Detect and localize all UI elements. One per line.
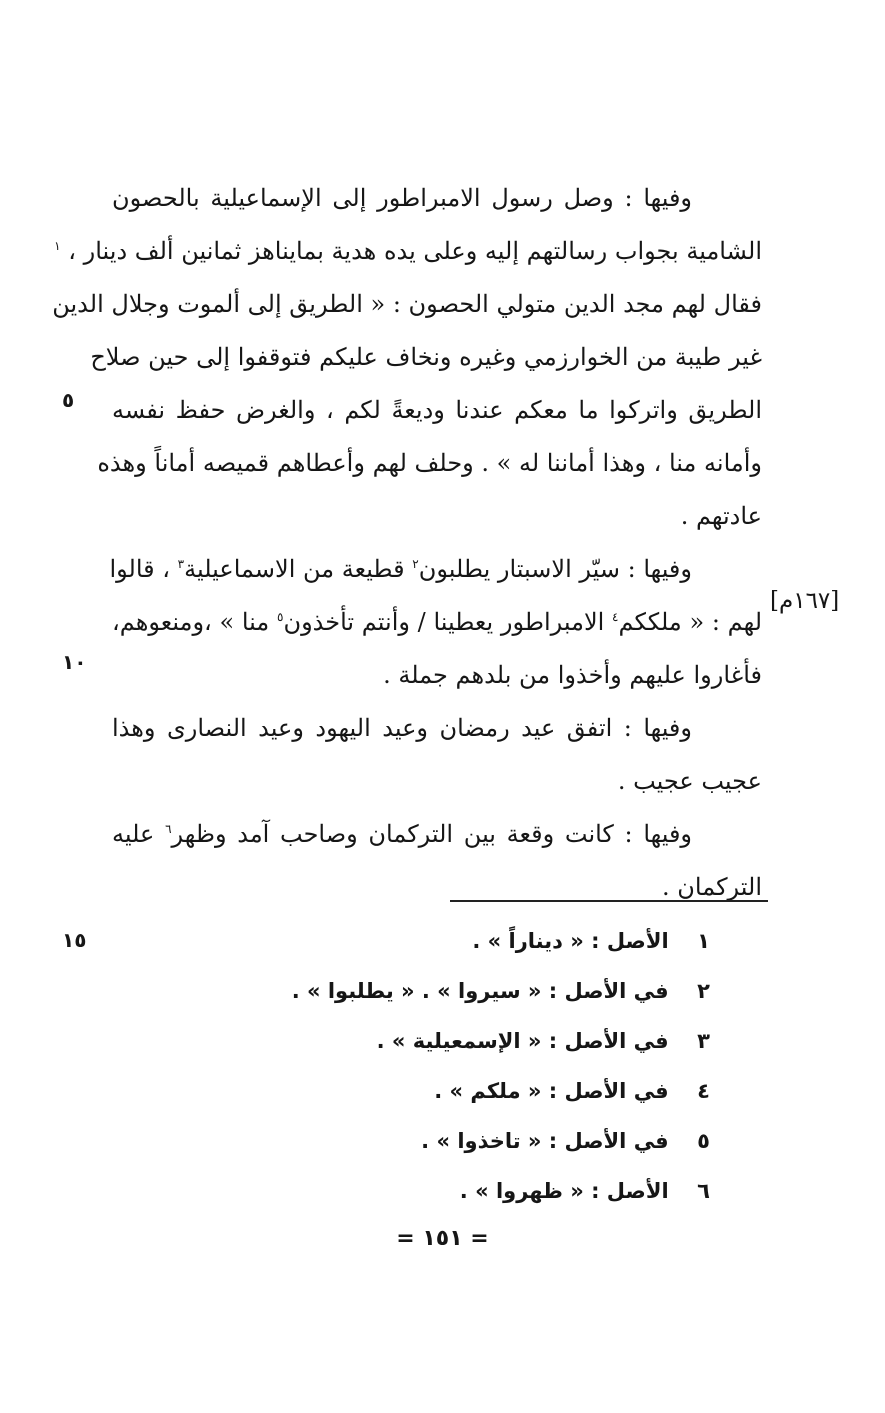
footnote-number: ٥ bbox=[697, 1129, 710, 1153]
text-line: وفيها : اتفق عيد رمضان وعيد اليهود وعيد النصارى وهذا bbox=[112, 714, 692, 742]
footnote bbox=[290, 1066, 710, 1116]
footnote-text: في الأصل : « تاخذوا » . bbox=[421, 1129, 669, 1153]
text-line: الطريق واتركوا ما معكم عندنا وديعةً لكم ، والغرض حفظ نفسه bbox=[112, 396, 762, 424]
text-line: التركمان . bbox=[662, 873, 762, 901]
footnote-text: في الأصل : « سيروا » . « يطلبوا » . bbox=[291, 979, 669, 1003]
footnote bbox=[290, 1116, 710, 1166]
text-line: عجيب عجيب . bbox=[617, 767, 762, 795]
footnote-text: الأصل : « ديناراً » . bbox=[472, 929, 669, 953]
line-number-5: ٥ bbox=[62, 388, 75, 412]
footnote-number: ٢ bbox=[697, 979, 710, 1003]
line-number-15: ١٥ bbox=[62, 928, 87, 952]
footnote-separator bbox=[450, 900, 768, 902]
footnote-ref: ٦ bbox=[165, 822, 172, 836]
text-line: عادتهم . bbox=[680, 502, 762, 530]
text-line: غير طيبة من الخوارزمي وغيره ونخاف عليكم فتوقفوا إلى حين صلاح bbox=[90, 343, 762, 371]
footnote bbox=[290, 966, 710, 1016]
footnote bbox=[290, 1016, 710, 1066]
page-number: = ١٥١ = bbox=[396, 1226, 489, 1251]
text-line: الشامية بجواب رسالتهم إليه وعلى يده هدية بمايناهز ثمانين ألف دينار ، $^١$ bbox=[54, 237, 762, 265]
footnote-text: في الأصل : « ملكم » . bbox=[434, 1079, 669, 1103]
text-line: وفيها : كانت وقعة بين التركمان وصاحب آمد وظهر$^٦$ عليه bbox=[112, 820, 693, 848]
footnote-number: ٦ bbox=[697, 1179, 710, 1203]
footnote-ref: ٥ bbox=[277, 610, 284, 624]
footnote-ref: ٤ bbox=[612, 610, 619, 624]
footnote-number: ٣ bbox=[697, 1029, 710, 1053]
text-line: وأمانه منا ، وهذا أماننا له » . وحلف لهم وأعطاهم قميصه أماناً وهذه bbox=[97, 449, 762, 477]
text-line: لهم : « ملككم$^٤$ الامبراطور يعطينا / وأنتم تأخذون$^٥$ منا » ،ومنعوهم، bbox=[112, 608, 763, 636]
paragraph bbox=[52, 172, 762, 543]
footnotes bbox=[290, 916, 710, 1216]
text-line: فأغاروا عليهم وأخذوا من بلدهم جملة . bbox=[383, 661, 762, 689]
paragraph bbox=[112, 702, 762, 808]
line-number-10: ١٠ bbox=[62, 650, 87, 674]
footnote-text: الأصل : « ظهروا » . bbox=[459, 1179, 669, 1203]
text-line: وفيها : سيّر الاسبتار يطلبون$^٢$ قطيعة من الاسماعيلية$^٣$ ، قالوا bbox=[109, 555, 692, 583]
footnote bbox=[290, 916, 710, 966]
footnote bbox=[290, 1166, 710, 1216]
paragraph bbox=[112, 808, 762, 914]
footnote-number: ٤ bbox=[697, 1079, 710, 1103]
paragraph bbox=[109, 543, 763, 702]
footnote-number: ١ bbox=[697, 929, 710, 953]
footnote-ref: ٣ bbox=[177, 557, 185, 571]
manuscript-folio-marker: [١٦٧م] bbox=[770, 588, 840, 614]
text-line: فقال لهم مجد الدين متولي الحصون : « الطريق إلى ألموت وجلال الدين bbox=[52, 290, 762, 318]
text-line: وفيها : وصل رسول الامبراطور إلى الإسماعيلية بالحصون bbox=[112, 184, 692, 212]
footnote-ref: ١ bbox=[54, 239, 61, 253]
footnote-text: في الأصل : « الإسمعيلية » . bbox=[376, 1029, 669, 1053]
footnote-ref: ٢ bbox=[412, 557, 419, 571]
